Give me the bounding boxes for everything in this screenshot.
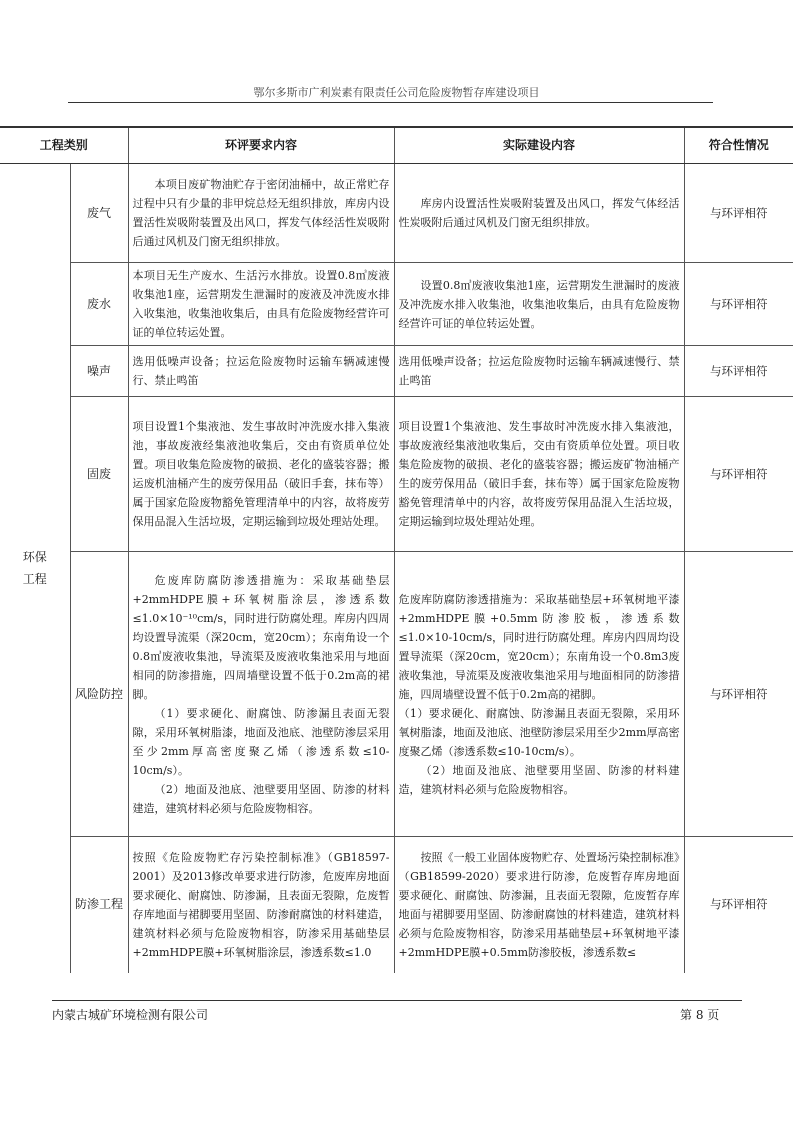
conformity-solid-waste: 与环评相符 xyxy=(684,397,793,552)
requirement-risk-control xyxy=(128,552,394,837)
actual-seepage: 按照《一般工业固体废物贮存、处置场污染控制标准》（GB18599-2020）要求进行防渗，危废暂存库房地面要求硬化、耐腐蚀、防渗漏，且表面无裂隙，危废暂存库地面与裙脚要用坚固、防渗耐腐蚀的材料建造，建筑材料必须与危险废物相容，防渗采用基础垫层+环氧树地平漆+2mmHDPE膜+0.5mm防渗胶板，渗透系数≤ xyxy=(394,837,684,973)
table-row-solid-waste xyxy=(0,397,793,552)
col-header-category: 工程类别 xyxy=(0,127,128,164)
category-cell xyxy=(0,164,70,973)
col-header-actual: 实际建设内容 xyxy=(394,127,684,164)
table-row-waste-water xyxy=(0,263,793,346)
header-rule xyxy=(68,102,713,103)
requirement-waste-gas: 本项目废矿物油贮存于密闭油桶中，故正常贮存过程中只有少量的非甲烷总烃无组织排放，库房内设置活性炭吸附装置及出风口，挥发气体经活性炭吸附后通过风机及门窗无组织排放。 xyxy=(128,164,394,263)
conformity-waste-gas: 与环评相符 xyxy=(684,164,793,263)
subcategory-seepage: 防渗工程 xyxy=(70,837,128,973)
page-header-title: 鄂尔多斯市广利炭素有限责任公司危险废物暂存库建设项目 xyxy=(253,86,540,99)
table-row-seepage xyxy=(0,837,793,973)
compliance-table xyxy=(0,126,793,973)
requirement-seepage: 按照《危险废物贮存污染控制标准》（GB18597-2001）及2013修改单要求进行防渗，危废库房地面要求硬化、耐腐蚀、防渗漏，且表面无裂隙，危废暂存库地面与裙脚要用坚固、防渗耐腐蚀的材料建造，建筑材料必须与危险废物相容，防渗采用基础垫层+2mmHDPE膜+环氧树脂涂层，渗透系数≤1.0 xyxy=(128,837,394,973)
actual-risk-paragraph: 危废库防腐防渗透措施为：采取基础垫层+环氧树地平漆+2mmHDPE膜+0.5mm防渗胶板，渗透系数≤1.0×10-10cm/s，同时进行防腐处理。库房内四周均设置导流渠（深20cm，宽20cm）；东南角设一个0.8m3废液收集池，导流渠及废液收集池采用与地面相同的防渗措施，四周墙壁设置不低于0.2m高的裙脚。 xyxy=(398,592,680,701)
subcategory-noise: 噪声 xyxy=(70,346,128,397)
subcategory-waste-water: 废水 xyxy=(70,263,128,346)
requirement-waste-water: 本项目无生产废水、生活污水排放。设置0.8㎥废液收集池1座，运营期发生泄漏时的废液及冲洗废水排入收集池，收集池收集后，由具有危险废物经营许可证的单位转运处置。 xyxy=(128,263,394,346)
table-row-noise xyxy=(0,346,793,397)
actual-waste-gas: 库房内设置活性炭吸附装置及出风口，挥发气体经活性炭吸附后通过风机及门窗无组织排放。 xyxy=(394,164,684,263)
conformity-seepage: 与环评相符 xyxy=(684,837,793,973)
requirement-noise: 选用低噪声设备；拉运危险废物时运输车辆减速慢行、禁止鸣笛 xyxy=(128,346,394,397)
requirement-risk-item-2: （2）地面及池底、池壁要用坚固、防渗的材料建造，建筑材料必须与危险废物相容。 xyxy=(132,782,390,815)
requirement-solid-waste: 项目设置1个集液池、发生事故时冲洗废水排入集液池，事故废液经集液池收集后，交由有资质单位处置。项目收集危险废物的破损、老化的盛装容器；搬运废机油桶产生的废劳保用品（破旧手套，抹布等）属于国家危险废物豁免管理清单中的内容，故将废劳保用品混入生活垃圾，定期运输到垃圾处理站处理。 xyxy=(128,397,394,552)
footer-page-number: 第 8 页 xyxy=(680,1008,720,1022)
footer-rule xyxy=(52,1000,742,1001)
actual-solid-waste: 项目设置1个集液池、发生事故时冲洗废水排入集液池，事故废液经集液池收集后，交由有资质单位处置。项目收集危险废物的破损、老化的盛装容器；搬运废矿物油桶产生的废劳保用品（破旧手套，抹布等）属于国家危险废物豁免管理清单中的内容，故将废劳保用品混入生活垃圾，定期运输到垃圾处理站处理。 xyxy=(394,397,684,552)
actual-risk-control xyxy=(394,552,684,837)
actual-waste-water: 设置0.8㎥废液收集池1座，运营期发生泄漏时的废液及冲洗废水排入收集池，收集池收集后，由具有危险废物经营许可证的单位转运处置。 xyxy=(394,263,684,346)
col-header-requirement: 环评要求内容 xyxy=(128,127,394,164)
footer-company: 内蒙古城矿环境检测有限公司 xyxy=(52,1008,209,1022)
conformity-waste-water: 与环评相符 xyxy=(684,263,793,346)
table-row-risk-control xyxy=(0,552,793,837)
table-row-waste-gas xyxy=(0,164,793,263)
subcategory-risk-control: 风险防控 xyxy=(70,552,128,837)
conformity-noise: 与环评相符 xyxy=(684,346,793,397)
requirement-risk-paragraph: 危废库防腐防渗透措施为：采取基础垫层+2mmHDPE膜+环氧树脂涂层，渗透系数≤1.0×10⁻¹⁰cm/s，同时进行防腐处理。库房内四周均设置导流渠（深20cm，宽20cm）；东南角设一个0.8㎥废液收集池，导流渠及废液收集池采用与地面相同的防渗措施，四周墙壁设置不低于0.2m高的裙脚。 xyxy=(132,573,390,701)
col-header-conformity: 符合性情况 xyxy=(684,127,793,164)
requirement-risk-item-1: （1）要求硬化、耐腐蚀、防渗漏且表面无裂隙，采用环氧树脂漆，地面及池底、池壁防渗层采用至少2mm厚高密度聚乙烯（渗透系数≤10-10cm/s）。 xyxy=(132,706,390,777)
actual-risk-item-1: （1）要求硬化、耐腐蚀、防渗漏且表面无裂隙，采用环氧树脂漆，地面及池底、池壁防渗层采用至少2mm厚高密度聚乙烯（渗透系数≤10-10cm/s）。 xyxy=(398,706,680,758)
subcategory-waste-gas: 废气 xyxy=(70,164,128,263)
category-label: 环保工程 xyxy=(22,550,47,587)
subcategory-solid-waste: 固废 xyxy=(70,397,128,552)
table-header-row xyxy=(0,127,793,164)
actual-noise: 选用低噪声设备；拉运危险废物时运输车辆减速慢行、禁止鸣笛 xyxy=(394,346,684,397)
conformity-risk-control: 与环评相符 xyxy=(684,552,793,837)
actual-risk-item-2: （2）地面及池底、池壁要用坚固、防渗的材料建造，建筑材料必须与危险废物相容。 xyxy=(398,763,680,796)
